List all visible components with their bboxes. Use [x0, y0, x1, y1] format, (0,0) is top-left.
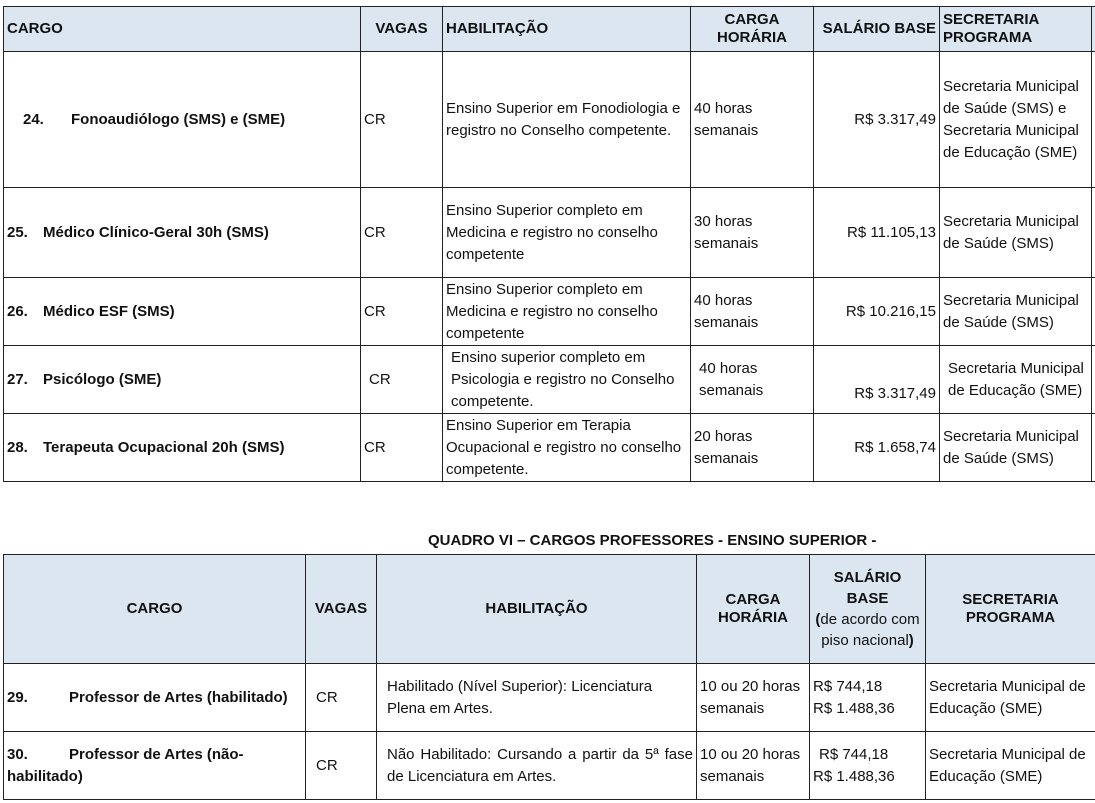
vagas-cell: CR — [361, 414, 443, 482]
secretaria-cell: Secretaria Municipal de Saúde (SMS) — [940, 188, 1092, 278]
carga-cell: 10 ou 20 horas semanais — [697, 664, 810, 732]
carga-cell: 20 horas semanais — [691, 414, 814, 482]
header-secretaria — [926, 555, 1095, 664]
secretaria-cell: Secretaria Municipal de Educação (SME) — [926, 732, 1095, 800]
vagas-cell: CR — [306, 732, 377, 800]
vagas-cell: CR — [361, 52, 443, 188]
salario-20h: R$ 1.488,36 — [813, 767, 895, 785]
salario-20h: R$ 1.488,36 — [813, 699, 895, 717]
header-secretaria-line2: PROGRAMA — [965, 609, 1056, 626]
header-secretaria-line1: SECRETARIA — [962, 591, 1059, 608]
salario-cell: R$ 1.658,74 — [814, 414, 940, 482]
cargo-name: Fonoaudiólogo (SMS) e (SME) — [71, 110, 286, 128]
header-vagas: VAGAS — [361, 7, 443, 52]
salario-cell: R$ 11.105,13 — [814, 188, 940, 278]
habilitacao-cell: Habilitado (Nível Superior): Licenciatura Plena em Artes. — [377, 664, 697, 732]
carga-cell: 40 horas semanais — [691, 346, 814, 414]
header-salario-note — [813, 609, 922, 651]
table-row — [4, 188, 1095, 278]
table-row — [4, 664, 1095, 732]
carga-cell: 30 horas semanais — [691, 188, 814, 278]
habilitacao-cell: Ensino superior completo em Psicologia e registro no Conselho competente. — [443, 346, 691, 414]
salario-cell — [810, 664, 926, 732]
header-carga-line1: CARGA — [724, 11, 780, 28]
carga-cell: 10 ou 20 horas semanais — [697, 732, 810, 800]
cargo-cell — [4, 346, 361, 414]
row-number: 29. — [7, 688, 28, 706]
header-salario-line2: BASE — [846, 590, 889, 607]
habilitacao-cell: Ensino Superior completo em Medicina e registro no conselho competente — [443, 278, 691, 346]
professores-table — [3, 554, 1095, 800]
header-carga-horaria — [691, 7, 814, 52]
carga-cell: 40 horas semanais — [691, 278, 814, 346]
header-salario: SALÁRIO BASE — [814, 7, 940, 52]
cargo-cell — [4, 414, 361, 482]
secretaria-cell: Secretaria Municipal de Saúde (SMS) e Secretaria Municipal de Educação (SME) — [940, 52, 1092, 188]
row-number: 30. — [7, 745, 28, 763]
extra-cell — [1092, 278, 1095, 346]
extra-cell — [1092, 414, 1095, 482]
salario-cell: R$ 3.317,49 — [814, 346, 940, 414]
salario-10h: R$ 744,18 — [813, 677, 883, 695]
header-carga-horaria — [697, 555, 810, 664]
cargo-cell — [4, 664, 306, 732]
cargo-cell — [4, 188, 361, 278]
table-row — [4, 732, 1095, 800]
cargo-name: Terapeuta Ocupacional 20h (SMS) — [43, 438, 285, 456]
vagas-cell: CR — [306, 664, 377, 732]
salario-cell: R$ 10.216,15 — [814, 278, 940, 346]
header-secretaria-line1: SECRETARIA — [943, 11, 1040, 28]
habilitacao-cell: Não Habilitado: Cursando a partir da 5ª fase de Licenciatura em Artes. — [377, 732, 697, 800]
habilitacao-cell: Ensino Superior em Fonodiologia e registro no Conselho competente. — [443, 52, 691, 188]
header-secretaria — [940, 7, 1092, 52]
header-extra — [1092, 7, 1095, 52]
quadro-vi-caption: QUADRO VI – CARGOS PROFESSORES - ENSINO SUPERIOR - — [428, 532, 877, 549]
carga-cell: 40 horas semanais — [691, 52, 814, 188]
cargo-name: Professor de Artes (habilitado) — [69, 688, 288, 706]
header-habilitacao: HABILITAÇÃO — [377, 555, 697, 664]
cargo-name: Médico ESF (SMS) — [43, 302, 175, 320]
header-vagas: VAGAS — [306, 555, 377, 664]
header-carga-line1: CARGA — [725, 591, 781, 608]
table-header-row — [4, 7, 1095, 52]
table-row — [4, 278, 1095, 346]
table-header-row — [4, 555, 1095, 664]
salario-cell — [810, 732, 926, 800]
row-number: 27. — [7, 370, 28, 388]
habilitacao-cell: Ensino Superior completo em Medicina e registro no conselho competente — [443, 188, 691, 278]
secretaria-cell: Secretaria Municipal de Saúde (SMS) — [940, 278, 1092, 346]
header-carga-line2: HORÁRIA — [717, 29, 787, 46]
vagas-cell: CR — [361, 346, 443, 414]
header-salario-note-text: de acordo com piso nacional — [820, 611, 920, 649]
table-row — [4, 414, 1095, 482]
table-row — [4, 346, 1095, 414]
cargo-cell — [4, 52, 361, 188]
header-salario-open-paren: ( — [815, 611, 821, 628]
header-cargo: CARGO — [4, 555, 306, 664]
extra-cell — [1092, 346, 1095, 414]
header-salario-close-paren: ) — [908, 632, 914, 649]
header-carga-line2: HORÁRIA — [718, 609, 788, 626]
cargos-table — [3, 6, 1095, 482]
cargo-name: Médico Clínico-Geral 30h (SMS) — [43, 223, 269, 241]
secretaria-cell: Secretaria Municipal de Educação (SME) — [940, 346, 1092, 414]
vagas-cell: CR — [361, 188, 443, 278]
row-number: 24. — [23, 110, 44, 128]
row-number: 28. — [7, 438, 28, 456]
table-row — [4, 52, 1095, 188]
vagas-cell: CR — [361, 278, 443, 346]
header-habilitacao: HABILITAÇÃO — [443, 7, 691, 52]
extra-cell — [1092, 52, 1095, 188]
secretaria-cell: Secretaria Municipal de Educação (SME) — [926, 664, 1095, 732]
header-salario — [810, 555, 926, 664]
extra-cell — [1092, 188, 1095, 278]
header-cargo: CARGO — [4, 7, 361, 52]
header-secretaria-line2: PROGRAMA — [943, 29, 1033, 46]
salario-10h: R$ 744,18 — [819, 745, 889, 763]
habilitacao-cell: Ensino Superior em Terapia Ocupacional e registro no conselho competente. — [443, 414, 691, 482]
cargo-name: Professor de Artes (não-habilitado) — [7, 745, 244, 785]
row-number: 26. — [7, 302, 28, 320]
cargo-name: Psicólogo (SME) — [43, 370, 162, 388]
row-number: 25. — [7, 223, 28, 241]
cargo-cell — [4, 732, 306, 800]
cargo-cell — [4, 278, 361, 346]
header-salario-line1: SALÁRIO — [833, 569, 902, 586]
secretaria-cell: Secretaria Municipal de Saúde (SMS) — [940, 414, 1092, 482]
salario-cell: R$ 3.317,49 — [814, 52, 940, 188]
